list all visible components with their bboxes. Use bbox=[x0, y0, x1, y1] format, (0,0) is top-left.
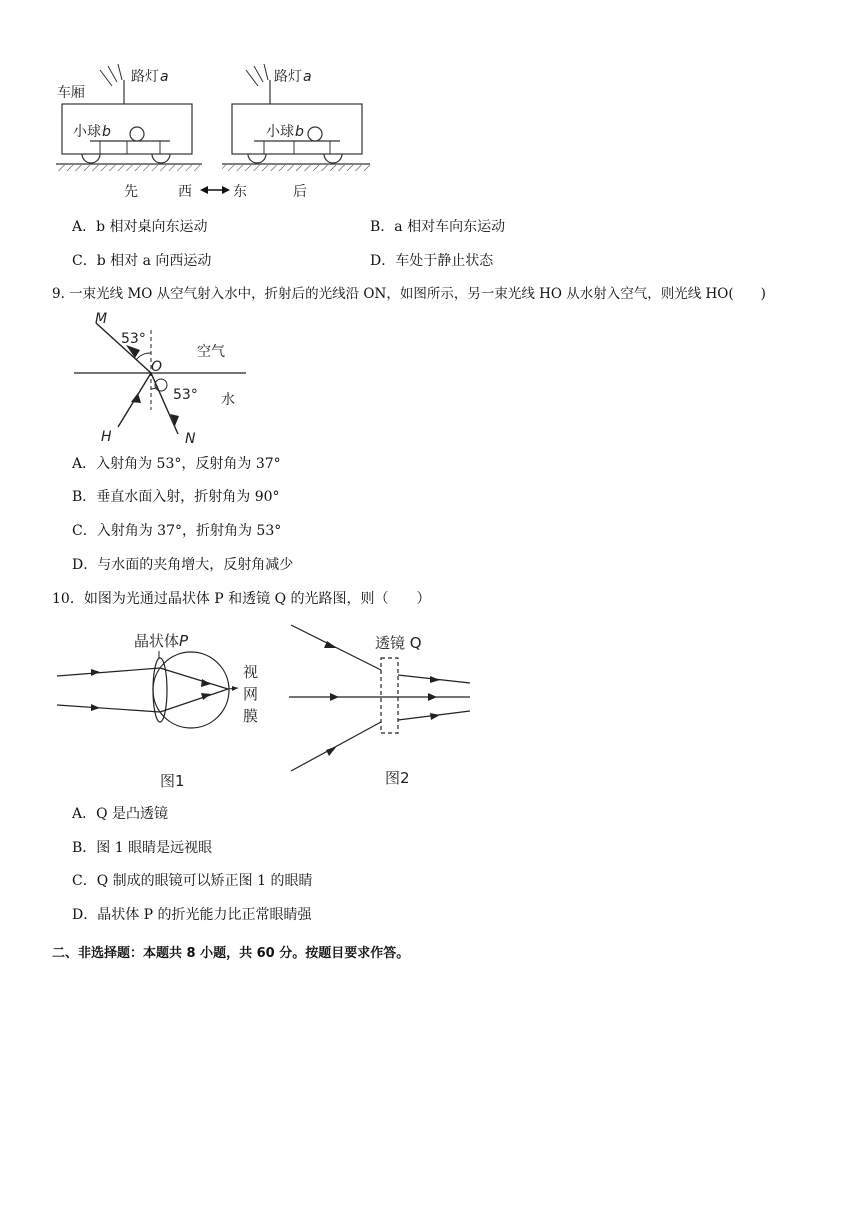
retina-label-2: 网 bbox=[243, 685, 259, 703]
label-west: 西 bbox=[178, 184, 192, 200]
fig2-caption: 图2 bbox=[385, 769, 410, 787]
q8-option-d[interactable]: D．车处于静止状态 bbox=[370, 253, 494, 269]
car-label: 车厢 bbox=[57, 85, 85, 101]
label-o: O bbox=[151, 359, 163, 375]
retina-label-3: 膜 bbox=[243, 707, 259, 725]
q10-stem: 10．如图为光通过晶状体 P 和透镜 Q 的光路图，则（ ） bbox=[52, 591, 431, 607]
lens-p-label: 晶状体P bbox=[134, 632, 189, 650]
lamp-label-first: 路灯a bbox=[131, 69, 169, 85]
eye-diagram bbox=[57, 632, 258, 790]
q10-option-b[interactable]: B．图 1 眼睛是远视眼 bbox=[72, 840, 213, 856]
q9-option-b[interactable]: B．垂直水面入射，折射角为 90° bbox=[72, 489, 280, 505]
q10-option-d[interactable]: D．晶状体 P 的折光能力比正常眼睛强 bbox=[72, 907, 312, 923]
lamp-label-later: 路灯a bbox=[274, 69, 312, 85]
label-h: H bbox=[101, 429, 112, 445]
q10-option-c[interactable]: C．Q 制成的眼镜可以矫正图 1 的眼睛 bbox=[72, 873, 313, 889]
ball-label-later: 小球b bbox=[266, 124, 304, 140]
label-east: 东 bbox=[233, 184, 247, 200]
q9-option-c[interactable]: C．入射角为 37°，折射角为 53° bbox=[72, 523, 282, 539]
lens-q-label: 透镜 Q bbox=[375, 634, 422, 652]
q9-option-d[interactable]: D．与水面的夹角增大，反射角减少 bbox=[72, 557, 294, 573]
label-first: 先 bbox=[124, 184, 138, 200]
q8-option-b[interactable]: B．a 相对车向东运动 bbox=[370, 219, 506, 235]
label-m: M bbox=[95, 311, 108, 327]
q8-option-a[interactable]: A．b 相对桌向东运动 bbox=[72, 219, 208, 235]
q9-option-a[interactable]: A．入射角为 53°，反射角为 37° bbox=[72, 456, 281, 472]
label-n: N bbox=[185, 431, 196, 447]
lens-q-diagram bbox=[289, 625, 470, 787]
ball-label-first: 小球b bbox=[73, 124, 111, 140]
q8-option-c[interactable]: C．b 相对 a 向西运动 bbox=[72, 253, 212, 269]
label-later: 后 bbox=[293, 184, 307, 200]
q9-stem: 9. 一束光线 MO 从空气射入水中，折射后的光线沿 ON，如图所示，另一束光线 HO 从水射入空气，则光线 HO( ) bbox=[52, 286, 766, 302]
angle-bottom: 53° bbox=[173, 387, 198, 403]
label-water: 水 bbox=[221, 392, 235, 408]
angle-top: 53° bbox=[121, 331, 146, 347]
fig1-caption: 图1 bbox=[160, 772, 185, 790]
section-2-heading: 二、非选择题：本题共 8 小题，共 60 分。按题目要求作答。 bbox=[52, 946, 410, 961]
label-air: 空气 bbox=[197, 344, 225, 360]
q10-option-a[interactable]: A．Q 是凸透镜 bbox=[72, 806, 169, 822]
retina-label-1: 视 bbox=[243, 663, 259, 681]
